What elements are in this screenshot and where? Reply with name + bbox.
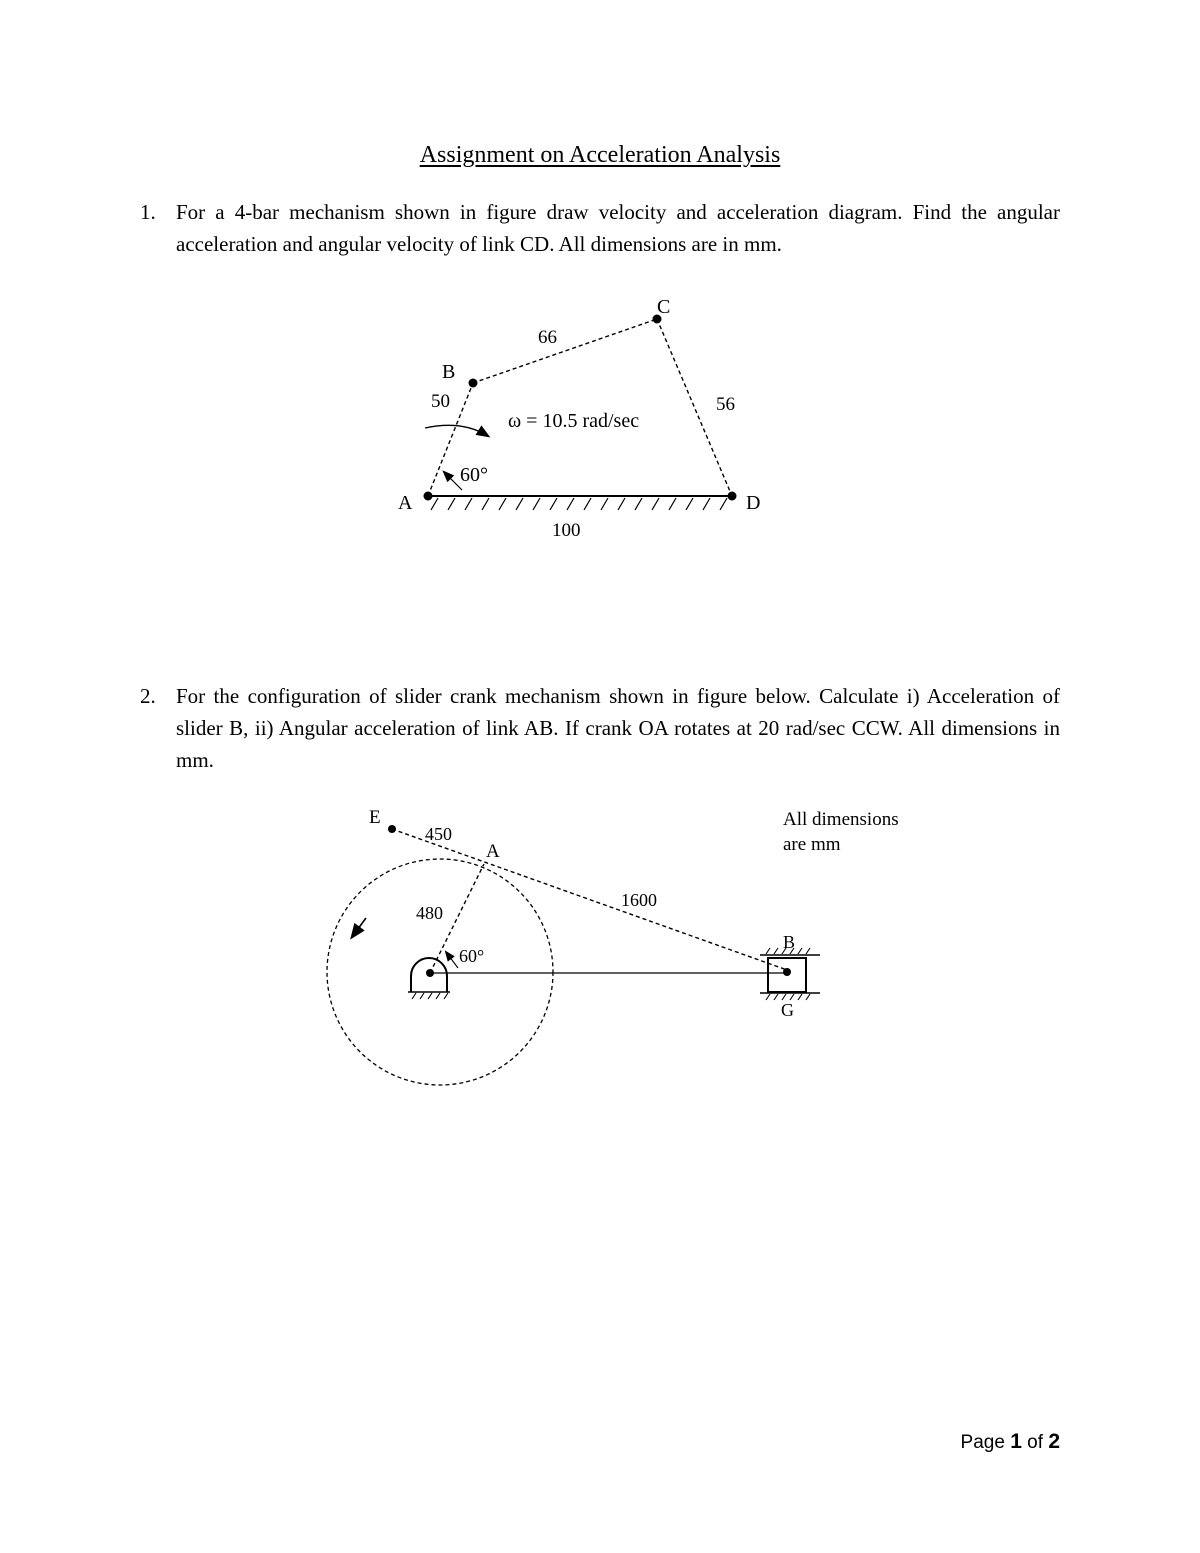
question-2-number: 2. bbox=[140, 684, 156, 708]
angle-label-2: 60° bbox=[459, 946, 485, 966]
label-a2: A bbox=[486, 841, 500, 862]
connecting-rod-eb bbox=[392, 829, 787, 970]
of-word: of bbox=[1027, 1432, 1044, 1453]
dim-ab: 50 bbox=[431, 391, 450, 412]
label-c: C bbox=[657, 296, 671, 318]
label-e: E bbox=[369, 807, 381, 828]
figure-slider-crank bbox=[327, 807, 899, 1085]
dim-ea: 450 bbox=[425, 824, 452, 844]
omega-label: ω = 10.5 rad/sec bbox=[508, 410, 640, 432]
dimension-note-line-2: are mm bbox=[783, 834, 841, 855]
joint-b2 bbox=[783, 968, 791, 976]
link-bc bbox=[473, 319, 657, 383]
page-word: Page bbox=[960, 1432, 1005, 1453]
dim-cd: 56 bbox=[716, 394, 735, 415]
question-1-number: 1. bbox=[140, 200, 156, 224]
angle-arrow-2-icon bbox=[446, 952, 458, 968]
joint-a bbox=[424, 492, 433, 501]
joint-o bbox=[426, 969, 434, 977]
dim-ab2: 1600 bbox=[621, 890, 657, 910]
ccw-rotation-arrow-icon bbox=[352, 918, 366, 937]
angle-label: 60° bbox=[460, 464, 488, 486]
figure-four-bar bbox=[398, 296, 760, 541]
question-2-text: For the configuration of slider crank mechanism shown in figure below. Calculate i) Acceleration of slider B, ii) Angular acceleration of link AB. If crank OA rotates at 20 rad/sec CCW. All dimensions in mm. bbox=[176, 684, 1060, 772]
page-footer bbox=[961, 1430, 1060, 1454]
label-g: G bbox=[781, 1000, 794, 1020]
joint-d bbox=[728, 492, 737, 501]
dim-oa: 480 bbox=[416, 903, 443, 923]
label-b2: B bbox=[783, 932, 796, 952]
page-total: 2 bbox=[1048, 1430, 1060, 1453]
joint-b bbox=[469, 379, 478, 388]
dim-ad: 100 bbox=[552, 520, 581, 541]
page-number: 1 bbox=[1010, 1430, 1022, 1453]
label-b: B bbox=[442, 361, 456, 383]
label-a: A bbox=[398, 492, 413, 514]
label-d: D bbox=[746, 492, 761, 514]
rotation-arrow-icon bbox=[425, 425, 488, 436]
ground-hatching bbox=[431, 498, 727, 510]
question-1-text: For a 4-bar mechanism shown in figure draw velocity and acceleration diagram. Find the angular acceleration and angular velocity of link CD. All dimensions are in mm. bbox=[176, 200, 1060, 256]
dimension-note-line-1: All dimensions bbox=[783, 809, 899, 830]
joint-e bbox=[388, 825, 396, 833]
dim-bc: 66 bbox=[538, 327, 557, 348]
crank-path-circle bbox=[327, 859, 553, 1085]
page-title: Assignment on Acceleration Analysis bbox=[419, 142, 781, 168]
